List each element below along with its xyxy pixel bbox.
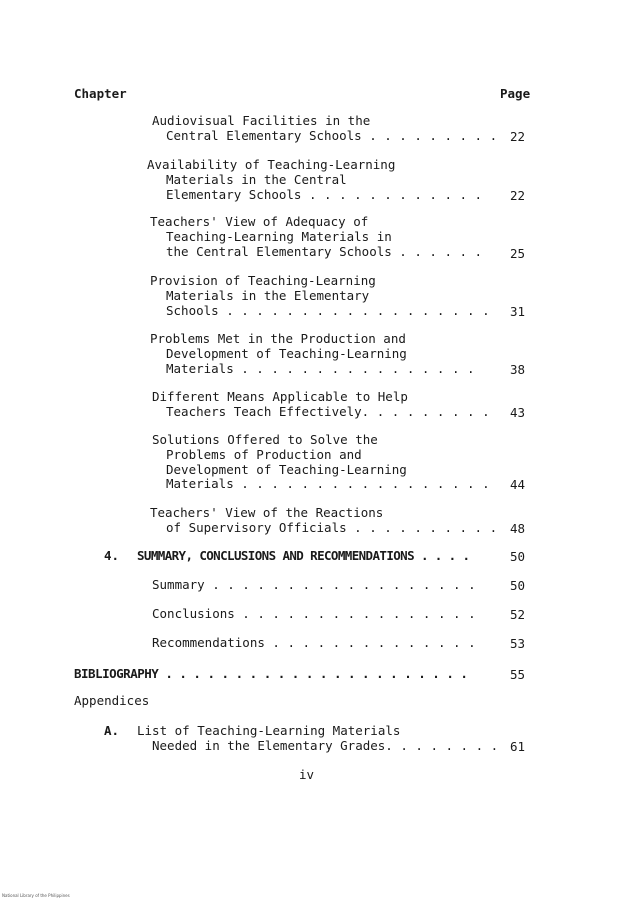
entry-line: Teachers' View of Adequacy of [150,214,369,229]
entry-line: Schools . . . . . . . . . . . . . . . . . . [166,302,490,318]
entry-line: Solutions Offered to Solve the [152,432,378,447]
entry-line: Problems of Production and [166,446,362,462]
entry-page-number: 22 [510,129,526,144]
toc-entry [150,215,482,259]
entry-line: Materials in the Elementary [166,287,370,303]
entry-page-number: 25 [510,246,526,261]
toc-entry [150,274,490,318]
entry-line: Teaching-Learning Materials in [166,228,392,244]
entry-page-number: 44 [510,477,526,492]
entry-page-number: 38 [510,362,526,377]
entry-page-number: 31 [510,304,526,319]
chapter-header: Chapter [74,86,127,101]
page-header: Page [500,86,531,101]
appendices-label: Appendices [74,693,150,708]
entry-line: Development of Teaching-Learning [166,345,407,361]
appendix-entry [137,724,498,754]
page-number: iv [299,767,315,782]
chapter-title: SUMMARY, CONCLUSIONS AND RECOMMENDATIONS . . . . [137,548,470,563]
toc-subentry: Recommendations . . . . . . . . . . . . . . [152,635,476,650]
toc-entry [150,506,497,536]
toc-entry [147,158,482,202]
entry-line: Materials . . . . . . . . . . . . . . . . [166,360,475,376]
footer-text: National Library of the Philippines [2,893,70,898]
entry-line: Materials in the Central [166,171,347,187]
appendix-letter: A. [104,723,120,738]
entry-line: Elementary Schools . . . . . . . . . . . . [166,186,483,202]
entry-line: Teachers Teach Effectively. . . . . . . . . [166,403,490,419]
entry-page-number: 43 [510,405,526,420]
toc-entry [150,332,475,376]
entry-line: Teachers' View of the Reactions [150,505,384,520]
entry-line: Development of Teaching-Learning [166,461,407,477]
entry-line: Audiovisual Facilities in the [152,113,371,128]
entry-line: Provision of Teaching-Learning [150,273,376,288]
chapter-number: 4. [104,548,120,563]
bibliography-entry: BIBLIOGRAPHY . . . . . . . . . . . . . . . . . . . . . . [74,666,468,681]
entry-page-number: 48 [510,521,526,536]
entry-page-number: 53 [510,636,526,651]
entry-line: Central Elementary Schools . . . . . . . . . [166,127,498,143]
chapter-page-number: 50 [510,549,526,564]
entry-page-number: 52 [510,607,526,622]
toc-subentry: Conclusions . . . . . . . . . . . . . . . . [152,606,476,621]
entry-line: Problems Met in the Production and [150,331,406,346]
bibliography-page-number: 55 [510,667,526,682]
entry-line: Needed in the Elementary Grades. . . . . . . . [152,737,499,753]
entry-line: the Central Elementary Schools . . . . . . [166,243,483,259]
entry-page-number: 50 [510,578,526,593]
appendix-page-number: 61 [510,739,526,754]
entry-line: List of Teaching-Learning Materials [137,723,401,738]
entry-line: Materials . . . . . . . . . . . . . . . . . [166,476,490,492]
toc-entry [152,433,490,492]
toc-entry [152,114,497,144]
entry-line: Different Means Applicable to Help [152,389,408,404]
toc-subentry: Summary . . . . . . . . . . . . . . . . . . [152,577,476,592]
entry-page-number: 22 [510,188,526,203]
toc-entry [152,390,490,420]
entry-line: of Supervisory Officials . . . . . . . . . . [166,519,498,535]
entry-line: Availability of Teaching-Learning [147,157,396,172]
